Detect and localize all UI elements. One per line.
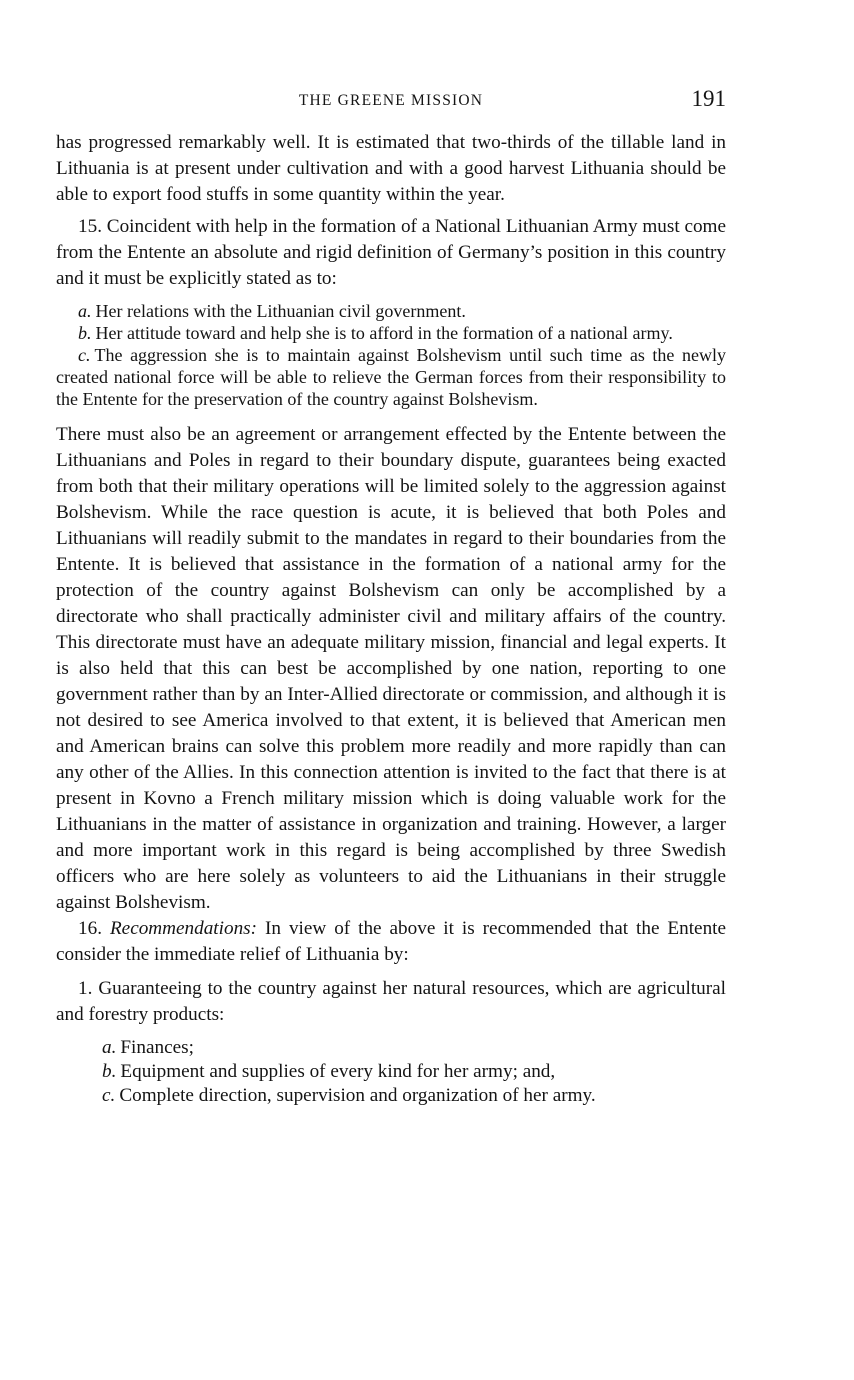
list-item [102, 1060, 726, 1084]
list-15 [56, 300, 726, 410]
list-item [56, 322, 726, 344]
list-item [56, 344, 726, 410]
list-text: Her relations with the Lithuanian civil government. [95, 301, 466, 321]
running-head: THE GREENE MISSION [298, 92, 484, 109]
recommendation-1: 1. Guaranteeing to the country against her natural resources, which are agricultural and forestry products: [56, 978, 726, 1025]
paragraph-15: 15. Coincident with help in the formation of a National Lithuanian Army must come from the Entente an absolute and rigid definition of Germany’s position in this country and it must be explicitly stated as to: [56, 216, 726, 289]
paragraph-16-text: In view of the above it is recommended that the Entente consider the immediate relief of Lithuania by: [56, 918, 727, 965]
paragraph-16 [56, 916, 726, 968]
list-text: Finances; [120, 1037, 194, 1058]
paragraph-continuation: has progressed remarkably well. It is estimated that two-thirds of the tillable land in Lithuania is at present under cultivation and with a good harvest Lithuania should be able to export food stuffs in some quantity within the year. [56, 132, 726, 205]
paragraph-main: There must also be an agreement or arrangement effected by the Entente between the Lithuanians and Poles in regard to their boundary dispute, guarantees being exacted from both that their military operations will be limited solely to the aggression against Bolshevism. While the race question is acute, it is believed that both Poles and Lithuanians will readily submit to the mandates in regard to their boundaries from the Entente. It is believed that assistance in the formation of a national army for the protection of the country against Bolshevism can only be accomplished by a directorate who shall practically administer civil and military affairs of the country. This directorate must have an adequate military mission, financial and legal experts. It is also held that this can best be accomplished by one nation, reporting to one government rather than by an Inter-Allied directorate or commission, and although it is not desired to see America involved to that extent, it is believed that American men and American brains can solve this problem more readily and more rapidly than can any other of the Allies. In this connection attention is invited to the fact that there is at present in Kovno a French military mission which is doing valuable work for the Lithuanians in the matter of assistance in organization and training. However, a larger and more important work in this regard is being accomplished by three Swedish officers who are here solely as volunteers to aid the Lithuanians in their struggle against Bolshevism. [56, 424, 726, 913]
list-text: The aggression she is to maintain against Bolshevism until such time as the newly created national force will be able to relieve the German forces from their responsibility to the Entente for the preservation of the country against Bolshevism. [56, 345, 726, 409]
body-text [56, 130, 726, 1108]
list-letter: c. [102, 1085, 116, 1106]
list-text: Her attitude toward and help she is to afford in the formation of a national army. [95, 323, 673, 343]
list-item [102, 1084, 726, 1108]
list-text: Equipment and supplies of every kind for her army; and, [120, 1061, 556, 1082]
list-item [56, 300, 726, 322]
page-header [56, 86, 726, 116]
recommendations-heading: Recommendations: [109, 918, 258, 939]
recommendation-1-list [56, 1036, 726, 1108]
list-letter: a. [78, 301, 92, 321]
page-number: 191 [691, 86, 726, 111]
list-item [102, 1036, 726, 1060]
list-letter: b. [102, 1061, 117, 1082]
list-letter: c. [78, 345, 91, 365]
list-text: Complete direction, supervision and organization of her army. [119, 1085, 596, 1106]
paragraph-16-number: 16. [78, 918, 102, 939]
list-letter: b. [78, 323, 92, 343]
list-letter: a. [102, 1037, 117, 1058]
